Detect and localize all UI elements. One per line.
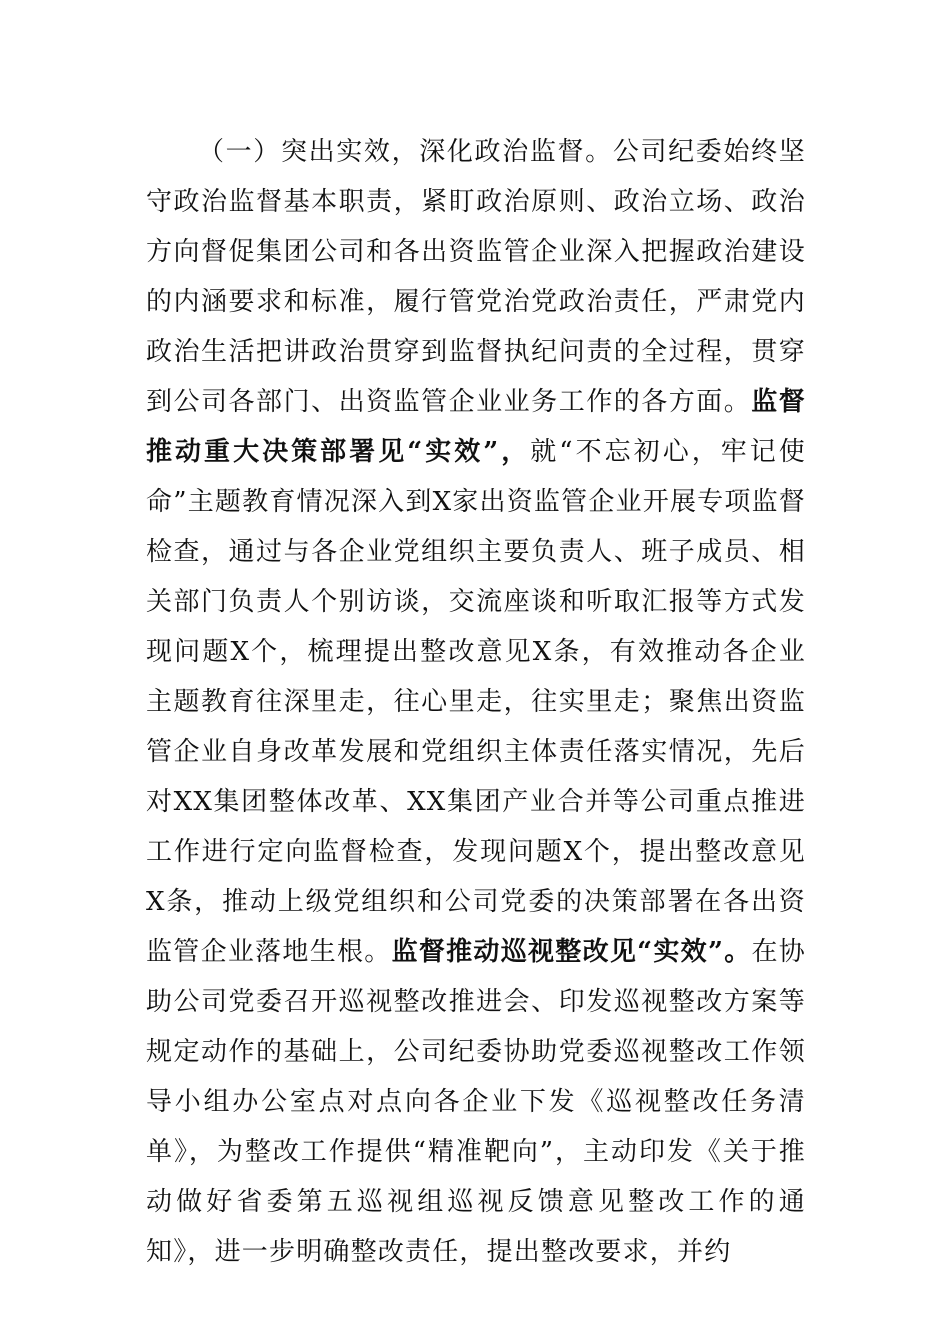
body-paragraph xyxy=(146,127,806,1277)
paragraph-text-1: 公司纪委始终坚守政治监督基本职责，紧盯政治原则、政治立场、政治方向督促集团公司和各出资监管企业深入把握政治建设的内涵要求和标准，履行管党治党政治责任，严肃党内政治生活把讲政治贯穿到监督执纪问责的全过程，贯穿到公司各部门、出资监管企业业务工作的各方面。 xyxy=(146,137,806,417)
section-heading: （一）突出实效，深化政治监督。 xyxy=(198,137,613,167)
bold-subheading-2: 监督推动巡视整改见“实效”。 xyxy=(391,937,752,967)
paragraph-text-3: 在协助公司党委召开巡视整改推进会、印发巡视整改方案等规定动作的基础上，公司纪委协助党委巡视整改工作领导小组办公室点对点向各企业下发《巡视整改任务清单》，为整改工作提供“精准靶向”，主动印发《关于推动做好省委第五巡视组巡视反馈意见整改工作的通知》，进一步明确整改责任，提出整改要求，并约 xyxy=(146,937,806,1267)
paragraph-text-2: 就“不忘初心，牢记使命”主题教育情况深入到X家出资监管企业开展专项监督检查，通过与各企业党组织主要负责人、班子成员、相关部门负责人个别访谈，交流座谈和听取汇报等方式发现问题X个，梳理提出整改意见X条，有效推动各企业主题教育往深里走，往心里走，往实里走；聚焦出资监管企业自身改革发展和党组织主体责任落实情况，先后对XX集团整体改革、XX集团产业合并等公司重点推进工作进行定向监督检查，发现问题X个，提出整改意见X条，推动上级党组织和公司党委的决策部署在各出资监管企业落地生根。 xyxy=(146,437,807,967)
bold-subheading-1: 监督推动重大决策部署见“实效”， xyxy=(146,387,806,467)
